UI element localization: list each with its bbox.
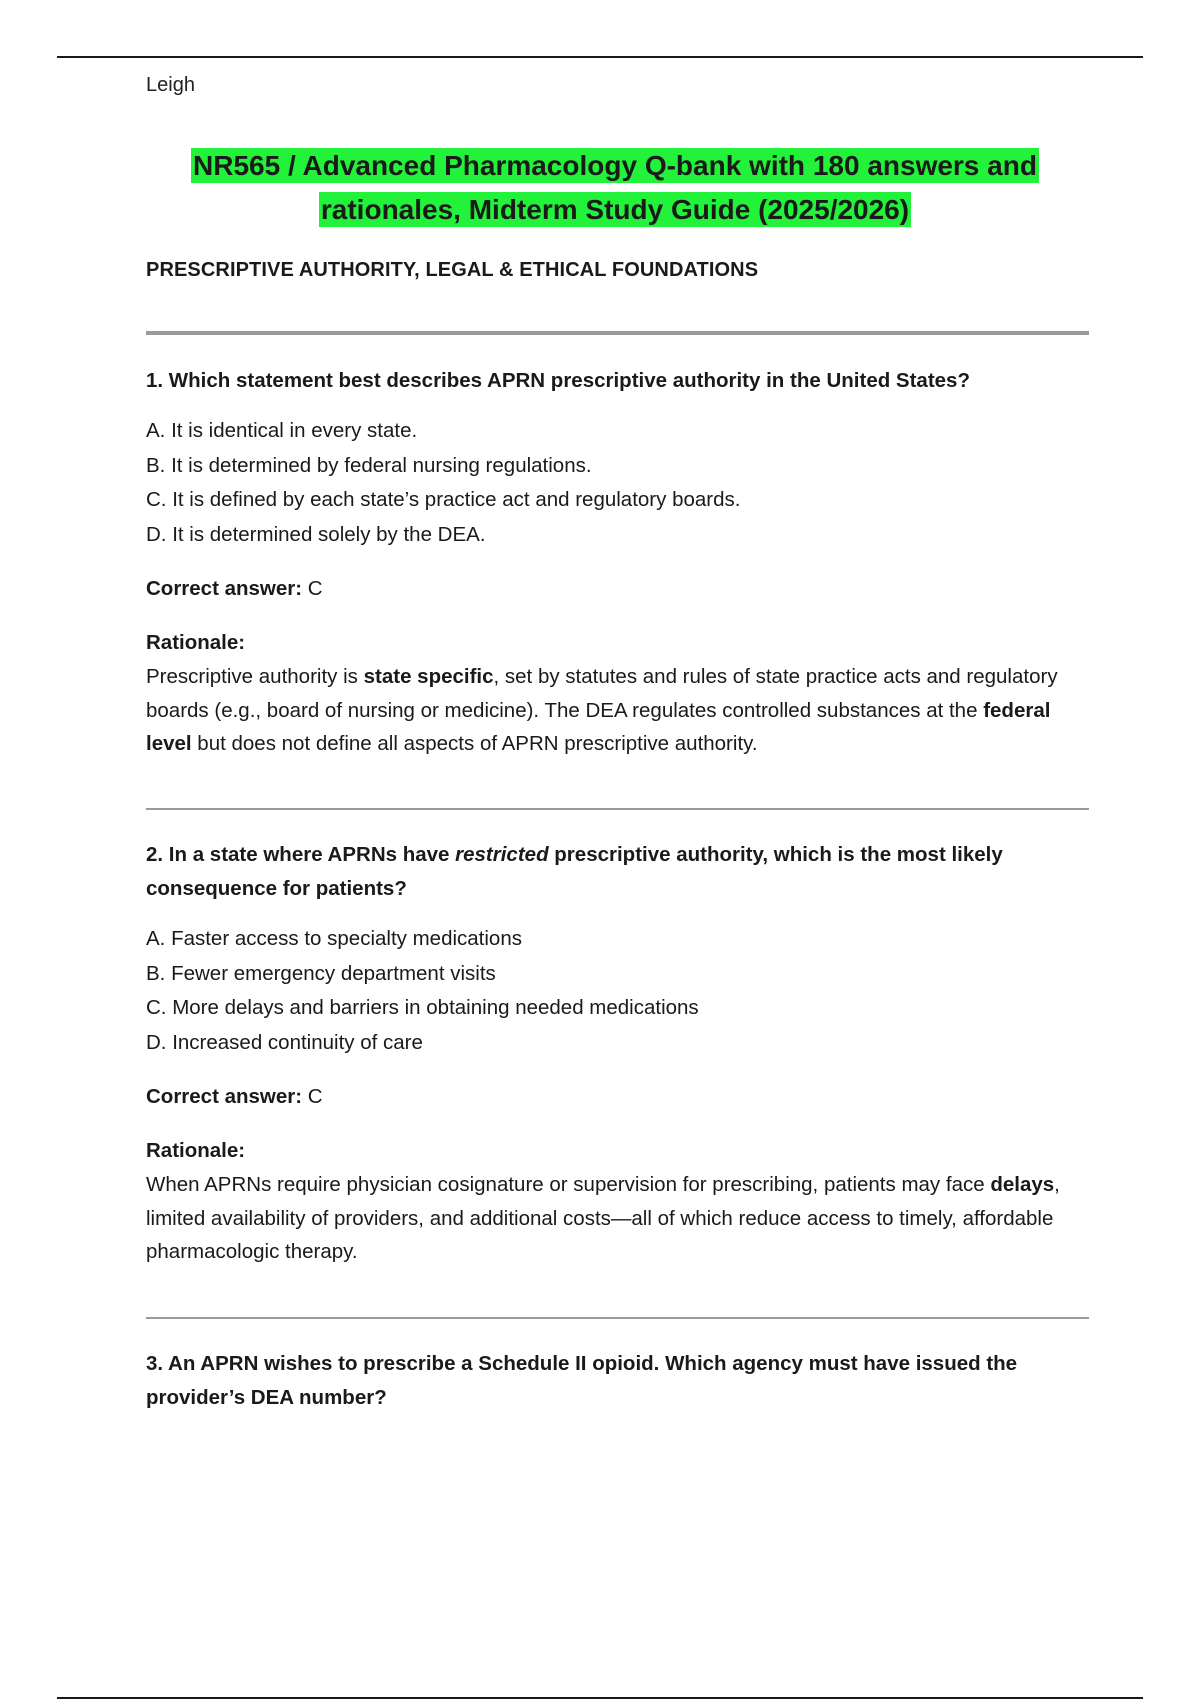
- rationale-emphasis: federal level: [146, 698, 1051, 755]
- rationale-emphasis: delays: [990, 1173, 1055, 1196]
- correct-answer-label: Correct answer:: [146, 1085, 303, 1108]
- page-top-rule: [57, 56, 1143, 58]
- option-b: B. Fewer emergency department visits: [146, 961, 496, 985]
- question-2: [146, 838, 1076, 1269]
- question-stem: 3. An APRN wishes to prescribe a Schedule II opioid. Which agency must have issued the provider’s DEA number?: [146, 1352, 1018, 1409]
- answer-options: [146, 922, 1076, 1060]
- question-stem: [146, 838, 1076, 906]
- rationale-segment: , set by statutes and rules of state practice acts and regulatory boards (e.g., board of nursing or medicine). The DEA regulates controlled substances at the: [146, 665, 1058, 722]
- page-bottom-rule: [57, 1697, 1143, 1699]
- stem-emphasis: restricted: [455, 843, 549, 866]
- question-stem: 1. Which statement best describes APRN prescriptive authority in the United States?: [146, 369, 970, 392]
- correct-answer: [146, 572, 1076, 606]
- question-divider: [146, 808, 1089, 810]
- rationale-label: Rationale:: [146, 631, 246, 654]
- section-divider: [146, 331, 1089, 335]
- option-d: D. It is determined solely by the DEA.: [146, 522, 486, 546]
- question-3: [146, 1347, 1076, 1415]
- rationale-segment: , limited availability of providers, and additional costs—all of which reduce access to timely, affordable pharmacologic therapy.: [146, 1173, 1060, 1263]
- rationale-segment: When APRNs require physician cosignature or supervision for prescribing, patients may face: [146, 1173, 991, 1196]
- rationale-segment: but does not define all aspects of APRN prescriptive authority.: [191, 732, 758, 755]
- correct-answer-value: C: [302, 1085, 323, 1108]
- title-line-1: NR565 / Advanced Pharmacology Q-bank with 180 answers and: [193, 150, 1037, 181]
- rationale-text: [146, 1168, 1076, 1269]
- correct-answer: [146, 1080, 1076, 1114]
- answer-options: [146, 414, 1076, 552]
- option-b: B. It is determined by federal nursing regulations.: [146, 453, 592, 477]
- option-c: C. It is defined by each state’s practice act and regulatory boards.: [146, 488, 741, 511]
- document-title: [110, 144, 1120, 232]
- title-line-2: rationales, Midterm Study Guide (2025/2026): [320, 194, 910, 225]
- option-d: D. Increased continuity of care: [146, 1030, 423, 1054]
- rationale-emphasis: state specific: [363, 665, 494, 688]
- correct-answer-label: Correct answer:: [146, 577, 303, 600]
- question-divider: [146, 1317, 1089, 1319]
- rationale-label: Rationale:: [146, 1139, 246, 1162]
- rationale-text: [146, 660, 1076, 761]
- stem-segment: 2. In a state where APRNs have: [146, 843, 456, 866]
- correct-answer-value: C: [302, 577, 323, 600]
- stem-segment: prescriptive authority, which is the most likely consequence for patients?: [146, 843, 1003, 900]
- option-a: A. It is identical in every state.: [146, 419, 418, 442]
- question-1: [146, 364, 1076, 761]
- section-heading: PRESCRIPTIVE AUTHORITY, LEGAL & ETHICAL FOUNDATIONS: [146, 259, 759, 281]
- option-a: A. Faster access to specialty medications: [146, 927, 522, 950]
- option-c: C. More delays and barriers in obtaining needed medications: [146, 996, 699, 1019]
- author-name: Leigh: [146, 74, 195, 96]
- rationale-segment: Prescriptive authority is: [146, 665, 364, 688]
